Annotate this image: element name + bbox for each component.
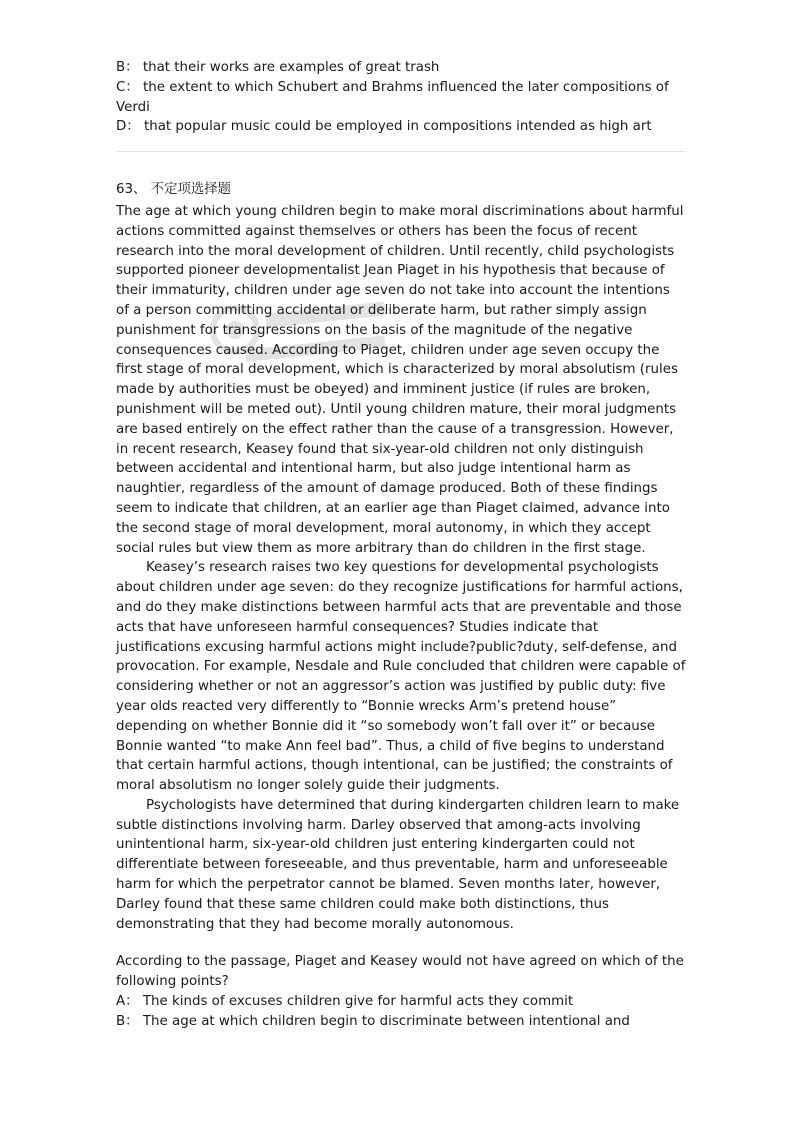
option-letter: A： — [116, 994, 139, 1010]
passage-paragraph-2: Keasey’s research raises two key questions for developmental psychologists about children under age seven: do they recognize justifications for harmful actions, and do they make distinctions between harmful acts that are preventable and those acts that have unforeseen harmful consequences? Studies indicate that justifications excusing harmful actions might include?public?duty, self-defense, and provocation. For example, Nesdale and Rule concluded that children were capable of considering whether or not an aggressor’s action was justified by public duty: five year olds reacted very differently to “Bonnie wrecks Arm’s pretend house” depending on whether Bonnie did it “so somebody won’t fall over it” or because Bonnie wanted “to make Ann feel bad”. Thus, a child of five begins to understand that certain harmful actions, though intentional, can be justified; the constraints of moral absolutism no longer solely guide their judgments. — [116, 560, 686, 794]
passage-paragraph-3: Psychologists have determined that during kindergarten children learn to make subtle distinctions involving harm. Darley observed that among-acts involving unintentional harm, six-year-old children just entering kindergarten could not differentiate between foreseeable, and thus preventable, harm and unforeseeable harm for which the perpetrator cannot be blamed. Seven months later, however, Darley found that these same children could make both distinctions, thus demonstrating that they had become morally autonomous. — [116, 797, 680, 932]
option-b[interactable] — [116, 1012, 686, 1032]
option-text: The kinds of excuses children give for harmful acts they commit — [142, 994, 574, 1010]
option-text: that their works are examples of great trash — [142, 60, 440, 75]
option-letter: C： — [116, 79, 139, 95]
option-b-prev[interactable] — [116, 58, 686, 78]
option-c-prev[interactable] — [116, 78, 686, 118]
option-d-prev[interactable] — [116, 117, 686, 137]
previous-options — [116, 58, 686, 137]
option-letter: B： — [116, 1013, 139, 1029]
document-page — [116, 58, 686, 1032]
option-text: The age at which children begin to discriminate between intentional and — [142, 1013, 630, 1029]
answer-options — [116, 992, 686, 1032]
option-text: the extent to which Schubert and Brahms influenced the later compositions of Verdi — [116, 79, 669, 115]
option-text: that popular music could be employed in compositions intended as high art — [143, 119, 652, 135]
option-letter: B： — [116, 60, 139, 75]
option-a[interactable] — [116, 992, 686, 1012]
question-text: According to the passage, Piaget and Keasey would not have agreed on which of the following points? — [116, 954, 684, 990]
question-header: 63、 不定项选择题 — [116, 182, 232, 198]
section-divider — [116, 151, 686, 152]
passage-paragraph-1: The age at which young children begin to make moral discriminations about harmful actions committed against themselves or others has been the focus of recent research into the moral development of children. Until recently, child psychologists supported pioneer developmentalist Jean Piaget in his hypothesis that because of their immaturity, children under age seven do not take into account the intentions of a person committing accidental or deliberate harm, but rather simply assign punishment for transgressions on the basis of the magnitude of the negative consequences caused. According to Piaget, children under age seven occupy the first stage of moral development, which is characterized by moral absolutism (rules made by authorities must be obeyed) and imminent justice (if rules are broken, punishment will be meted out). Until young children mature, their moral judgments are based entirely on the effect rather than the cause of a transgression. However, in recent research, Keasey found that six-year-old children not only distinguish between accidental and intentional harm, but also judge intentional harm as naughtier, regardless of the amount of damage produced. Both of these findings seem to indicate that children, at an earlier age than Piaget claimed, advance into the second stage of moral development, moral autonomy, in which they accept social rules but view them as more arbitrary than do children in the first stage. — [116, 203, 684, 556]
option-letter: D： — [116, 119, 140, 135]
